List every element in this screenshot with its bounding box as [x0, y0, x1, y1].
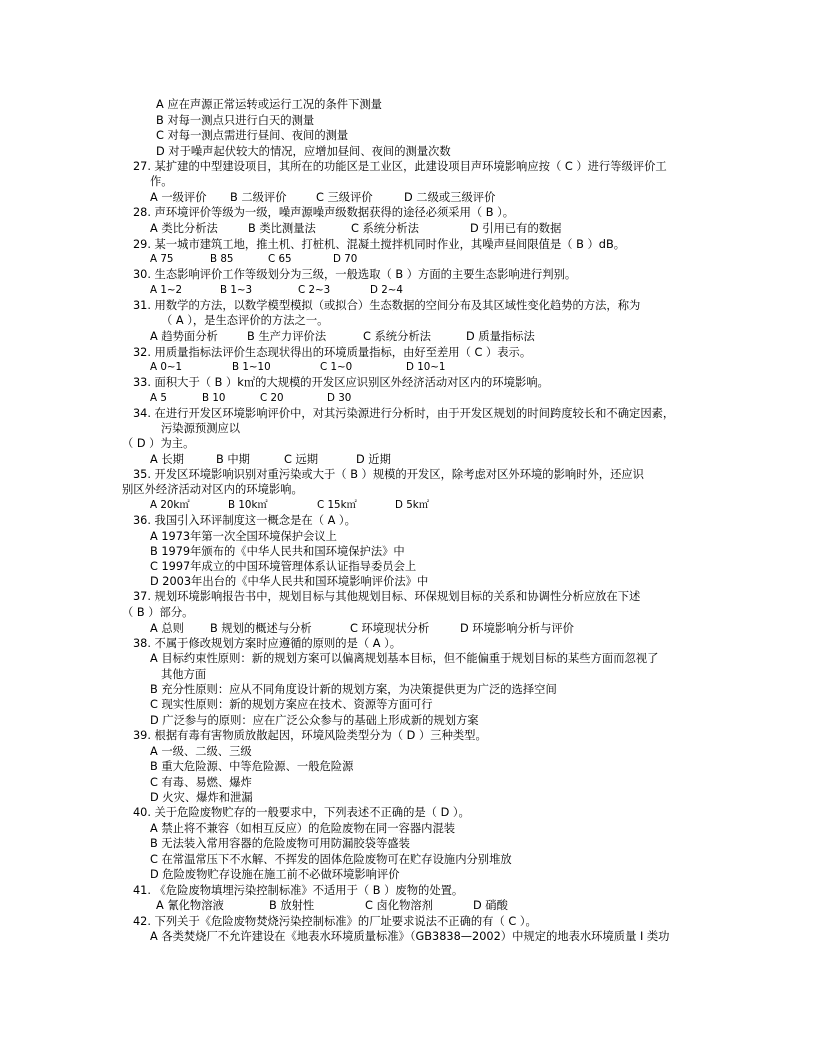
question-27: 27. 某扩建的中型建设项目，其所在的功能区是工业区，此建设项目声环境影响应按（ C ）进行等级评价工 — [133, 160, 667, 173]
question-37: 37. 规划环境影响报告书中，规划目标与其他规划目标、环保规划目标的关系和协调性分析应放在下述 — [133, 590, 641, 603]
option-c: C 65 — [268, 253, 292, 265]
question-28: 28. 声环境评价等级为一级，噪声源噪声级数据获得的途径必须采用（ B ）。 — [133, 206, 515, 219]
option-c: C 15k㎡ — [317, 499, 357, 511]
option-line: D 广泛参与的原则：应在广泛公众参与的基础上形成新的规划方案 — [150, 714, 479, 727]
option-line: B 重大危险源、中等危险源、一般危险源 — [150, 760, 354, 773]
option-d: D 环境影响分析与评价 — [460, 622, 574, 635]
option-c: C 1~0 — [320, 361, 353, 373]
option-line: A 应在声源正常运转或运行工况的条件下测量 — [156, 98, 382, 111]
option-b: B 1~3 — [220, 284, 253, 296]
option-line: A 目标约束性原则：新的规划方案可以偏离规划基本目标，但不能偏重于规划目标的某些方面而忽视了 — [150, 652, 659, 665]
option-line: C 在常温常压下不水解、不挥发的固体危险废物可在贮存设施内分别堆放 — [150, 853, 512, 866]
option-d: D 70 — [333, 253, 358, 265]
options-35 — [150, 498, 429, 513]
option-a: A 1~2 — [150, 284, 183, 296]
option-line: B 充分性原则：应从不同角度设计新的规划方案，为决策提供更为广泛的选择空间 — [150, 683, 557, 696]
option-line: B 对每一测点只进行白天的测量 — [156, 114, 315, 127]
option-line: C 对每一测点需进行昼间、夜间的测量 — [156, 129, 349, 142]
option-line: D 危险废物贮存设施在施工前不必做环境影响评价 — [150, 868, 400, 881]
option-b: B 85 — [210, 253, 234, 265]
question-38: 38. 不属于修改规划方案时应遵循的原则的是（ A ）。 — [133, 637, 402, 650]
options-27 — [150, 190, 495, 205]
option-line: C 现实性原则：新的规划方案应在技术、资源等方面可行 — [150, 698, 433, 711]
options-29 — [150, 252, 357, 267]
option-b: B 生产力评价法 — [247, 330, 327, 343]
option-line: A 禁止将不兼容（如相互反应）的危险废物在同一容器内混装 — [150, 822, 456, 835]
option-line: D 2003年出台的《中华人民共和国环境影响评价法》中 — [150, 575, 429, 588]
option-d: D 质量指标法 — [466, 330, 535, 343]
option-line: A 一级、二级、三级 — [150, 745, 252, 758]
question-37-answer: （ B ）部分。 — [122, 606, 194, 619]
option-a: A 类比分析法 — [150, 222, 218, 235]
option-line: A 1973年第一次全国环境保护会议上 — [150, 530, 337, 543]
option-b: B 10k㎡ — [228, 499, 268, 511]
option-b: B 1~10 — [232, 361, 271, 373]
options-28 — [150, 221, 561, 236]
options-33 — [150, 391, 351, 406]
option-c: C 远期 — [284, 453, 319, 466]
option-line: A 各类焚烧厂不允许建设在《地表水环境质量标准》（GB3838—2002）中规定的地表水环境质量 I 类功 — [150, 930, 670, 943]
options-30 — [150, 283, 403, 298]
option-line: D 对于噪声起伏较大的情况，应增加昼间、夜间的测量次数 — [156, 145, 451, 158]
option-line: D 火灾、爆炸和泄漏 — [150, 791, 253, 804]
options-32 — [150, 360, 445, 375]
option-b: B 中期 — [216, 453, 250, 466]
question-41: 41. 《危险废物填埋污染控制标准》不适用于（ B ）废物的处置。 — [133, 884, 464, 897]
question-34-cont: 污染源预测应以 — [161, 422, 241, 435]
options-37 — [150, 621, 574, 636]
options-41 — [156, 898, 508, 913]
option-a: A 5 — [150, 392, 167, 404]
option-c: C 卤化物溶剂 — [365, 899, 433, 912]
option-c: C 三级评价 — [316, 191, 373, 204]
question-32: 32. 用质量指标法评价生态现状得出的环境质量指标，由好至差用（ C ）表示。 — [133, 346, 532, 359]
option-line: C 有毒、易燃、爆炸 — [150, 776, 252, 789]
option-d: D 5k㎡ — [395, 499, 430, 511]
option-c: C 环境现状分析 — [350, 622, 430, 635]
option-a: A 总则 — [150, 622, 184, 635]
question-31: 31. 用数学的方法，以数学模型模拟（或拟合）生态数据的空间分布及其区域性变化趋势的方法，称为 — [133, 299, 641, 312]
option-b: B 二级评价 — [230, 191, 287, 204]
option-b: B 规划的概述与分析 — [210, 622, 312, 635]
question-35-cont: 别区外经济活动对区内的环境影响。 — [122, 483, 303, 496]
question-34-answer: （ D ）为主。 — [122, 437, 195, 450]
options-31 — [150, 329, 535, 344]
question-33: 33. 面积大于（ B ）k㎡的大规模的开发区应识别区外经济活动对区内的环境影响。 — [133, 376, 549, 389]
option-b: B 10 — [202, 392, 226, 404]
option-d: D 引用已有的数据 — [470, 222, 562, 235]
question-39: 39. 根据有毒有害物质放散起因，环境风险类型分为（ D ）三种类型。 — [133, 729, 487, 742]
option-a: A 一级评价 — [150, 191, 207, 204]
option-d: D 二级或三级评价 — [404, 191, 496, 204]
option-d: D 近期 — [356, 453, 391, 466]
question-30: 30. 生态影响评价工作等级划分为三级，一般选取（ B ）方面的主要生态影响进行判别。 — [133, 268, 577, 281]
option-a: A 0~1 — [150, 361, 183, 373]
option-a: A 长期 — [150, 453, 184, 466]
option-a: A 75 — [150, 253, 174, 265]
option-d: D 2~4 — [370, 284, 403, 296]
option-d: D 10~1 — [406, 361, 446, 373]
option-line: B 1979年颁布的《中华人民共和国环境保护法》中 — [150, 545, 405, 558]
question-36: 36. 我国引入环评制度这一概念是在（ A ）。 — [133, 514, 356, 527]
option-a: A 氰化物溶液 — [156, 899, 224, 912]
option-c: C 20 — [260, 392, 284, 404]
question-31-cont: （ A ），是生态评价的方法之一。 — [161, 314, 329, 327]
option-d: D 30 — [327, 392, 352, 404]
option-line: B 无法装入常用容器的危险废物可用防漏胶袋等盛装 — [150, 837, 410, 850]
option-c: C 系统分析法 — [351, 222, 419, 235]
question-29: 29. 某一城市建筑工地，推土机、打桩机、混凝土搅拌机同时作业，其噪声昼间限值是（ B ）dB。 — [133, 238, 625, 251]
option-c: C 系统分析法 — [363, 330, 431, 343]
options-34 — [150, 452, 391, 467]
option-a: A 趋势面分析 — [150, 330, 218, 343]
question-35: 35. 开发区环境影响识别对重污染或大于（ B ）规模的开发区，除考虑对区外环境的影响时外，还应识 — [133, 468, 644, 481]
option-b: B 类比测量法 — [248, 222, 316, 235]
option-b: B 放射性 — [269, 899, 315, 912]
question-40: 40. 关于危险废物贮存的一般要求中，下列表述不正确的是（ D ）。 — [133, 806, 470, 819]
option-c: C 2~3 — [298, 284, 331, 296]
question-34: 34. 在进行开发区环境影响评价中，对其污染源进行分析时，由于开发区规划的时间跨度较长和不确定因素， — [133, 407, 675, 420]
option-line-cont: 其他方面 — [161, 668, 207, 681]
question-27-cont: 作。 — [150, 175, 173, 188]
option-d: D 硝酸 — [473, 899, 508, 912]
option-line: C 1997年成立的中国环境管理体系认证指导委员会上 — [150, 560, 417, 573]
question-42: 42. 下列关于《危险废物焚烧污染控制标准》的厂址要求说法不正确的有（ C ）。 — [133, 915, 537, 928]
option-a: A 20k㎡ — [150, 499, 190, 511]
